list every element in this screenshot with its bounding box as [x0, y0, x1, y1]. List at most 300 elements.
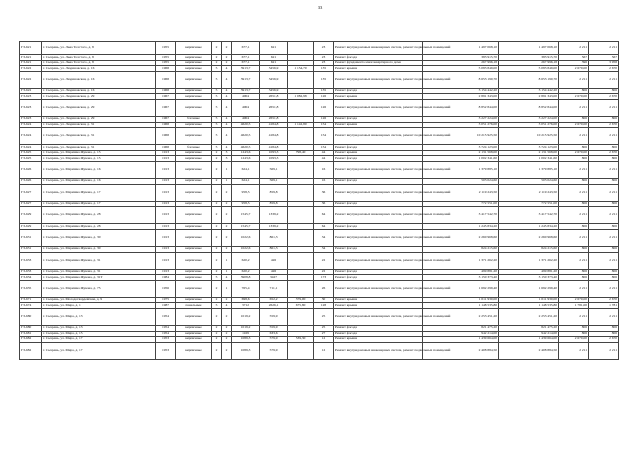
cell-year-built: 1954: [156, 308, 176, 325]
cell-cost-total: 1 439 664,00: [499, 337, 559, 343]
cell-max-unit-cost: 2 211: [589, 252, 619, 269]
cell-max-unit-cost: 806: [589, 117, 619, 123]
cell-wall-material: кирпичные: [176, 280, 212, 297]
cell-residents-count: 26: [314, 280, 334, 297]
cell-year-built: 1967: [156, 99, 176, 116]
cell-floors: 2: [212, 42, 222, 55]
cell-year-built: 1913: [156, 252, 176, 269]
cell-row-id: ГЗ-681: [20, 331, 42, 337]
cell-row-id: ГЗ-671: [20, 297, 42, 303]
cell-max-unit-cost: 567: [589, 55, 619, 61]
cell-floors: 2: [212, 308, 222, 325]
cell-year-built: 1955: [156, 60, 176, 66]
cell-living-area: 2651,8: [260, 94, 288, 100]
cell-work-type: Ремонт крыши: [334, 297, 423, 303]
cell-address: г. Сызрань, ул. Людиновская, д. 31: [42, 128, 156, 145]
cell-residents-count: 126: [314, 94, 334, 100]
cell-unit-cost: 806: [559, 201, 589, 207]
cell-living-area: 4184,8: [260, 128, 288, 145]
table-row: [20, 342, 619, 359]
cell-work-cost: 3 724 123,00: [423, 145, 499, 151]
cell-total-area: 3712: [232, 303, 260, 309]
cell-year-built: 1956: [156, 280, 176, 297]
cell-wall-material: кирпичные: [176, 269, 212, 275]
cell-cost-total: 2 408 884,50: [499, 342, 559, 359]
cell-entrances: 1: [222, 179, 232, 185]
cell-row-id: ГЗ-634: [20, 275, 42, 281]
cell-roof-area: 1 154,70: [288, 66, 314, 72]
cell-unit-cost: 2 211: [559, 252, 589, 269]
cell-living-area: 711,1: [260, 280, 288, 297]
cell-wall-material: кирпичные: [176, 66, 212, 72]
cell-address: г. Сызрань, ул. Людиновская, д. 29: [42, 99, 156, 116]
cell-address: г. Сызрань, ул. Людиновская, д. 31: [42, 145, 156, 151]
cell-wall-material: кирпичные: [176, 128, 212, 145]
cell-total-area: 1022,6: [232, 247, 260, 253]
cell-max-unit-cost: 806: [589, 275, 619, 281]
cell-total-area: 1019,2: [232, 308, 260, 325]
cell-year-built: 1913: [156, 156, 176, 162]
cell-work-cost: 3 150 373,40: [423, 275, 499, 281]
cell-wall-material: кирпичные: [176, 326, 212, 332]
cell-unit-cost: 806: [559, 145, 589, 151]
cell-residents-count: 44: [314, 150, 334, 156]
cell-unit-cost: 396: [559, 60, 589, 66]
cell-wall-material: кирпичные: [176, 122, 212, 128]
cell-wall-material: кирпичные: [176, 337, 212, 343]
cell-work-type: Ремонт внутридомовых инженерных систем, ремонт подвальных помещений: [334, 342, 423, 359]
cell-roof-area: [288, 308, 314, 325]
cell-total-area: 1089,3: [232, 342, 260, 359]
cell-cost-total: 3 051 276,00: [499, 122, 559, 128]
cell-year-built: 1913: [156, 161, 176, 178]
cell-floors: 2: [212, 297, 222, 303]
cell-wall-material: кирпичные: [176, 179, 212, 185]
cell-work-type: Ремонт крыши: [334, 337, 423, 343]
cell-work-cost: 2 891 343,00: [423, 94, 499, 100]
cell-row-id: ГЗ-622: [20, 71, 42, 88]
cell-entrances: 2: [222, 247, 232, 253]
table-row: [20, 229, 619, 246]
cell-total-area: 1545,7: [232, 207, 260, 224]
cell-residents-count: 30: [314, 297, 334, 303]
cell-entrances: 2: [222, 331, 232, 337]
cell-roof-area: [288, 229, 314, 246]
table-row: [20, 99, 619, 116]
cell-wall-material: блочные: [176, 117, 212, 123]
cell-residents-count: 12: [314, 342, 334, 359]
cell-living-area: 4184,8: [260, 122, 288, 128]
cell-total-area: 4620,5: [232, 145, 260, 151]
cell-work-type: Ремонт фасада: [334, 269, 423, 275]
cell-residents-count: 44: [314, 156, 334, 162]
cell-living-area: 4184,8: [260, 145, 288, 151]
cell-work-cost: 2 408 884,50: [423, 342, 499, 359]
cell-max-unit-cost: 2 670: [589, 94, 619, 100]
cell-work-type: Ремонт внутридомовых инженерных систем, ремонт подвальных помещений: [334, 71, 423, 88]
cell-floors: 2: [212, 331, 222, 337]
cell-work-type: Ремонт фасада: [334, 275, 423, 281]
cell-address: г. Сызрань, ул. Маришка Жукова, д. 15: [42, 156, 156, 162]
cell-work-cost: 1 497 068,10: [423, 42, 499, 55]
cell-total-area: 3913,7: [232, 66, 260, 72]
cell-max-unit-cost: 806: [589, 247, 619, 253]
cell-address: г. Сызрань, ул. Маришка Жукова, д. 31: [42, 252, 156, 269]
cell-cost-total: 2 260 968,60: [499, 229, 559, 246]
cell-work-type: Ремонт фасада: [334, 331, 423, 337]
cell-living-area: 2626,1: [260, 303, 288, 309]
cell-residents-count: 135: [314, 71, 334, 88]
cell-total-area: 1089,3: [232, 337, 260, 343]
cell-roof-area: [288, 161, 314, 178]
cell-wall-material: кирпичные: [176, 42, 212, 55]
cell-year-built: 1913: [156, 184, 176, 201]
cell-row-id: ГЗ-680: [20, 326, 42, 332]
cell-wall-material: кирпичные: [176, 99, 212, 116]
cell-residents-count: 154: [314, 128, 334, 145]
cell-row-id: ГЗ-627: [20, 184, 42, 201]
cell-address: г. Сызрань, ул. Льва Толстого, д. 8: [42, 42, 156, 55]
cell-max-unit-cost: 806: [589, 201, 619, 207]
cell-year-built: 1913: [156, 150, 176, 156]
cell-cost-total: 1 148 535,80: [499, 303, 559, 309]
cell-residents-count: 12: [314, 337, 334, 343]
cell-total-area: 620,2: [232, 269, 260, 275]
cell-wall-material: кирпичные: [176, 252, 212, 269]
cell-max-unit-cost: 806: [589, 326, 619, 332]
cell-floors: 2: [212, 60, 222, 66]
table-row: [20, 42, 619, 55]
cell-work-cost: 499 881,20: [423, 269, 499, 275]
cell-roof-area: 675,80: [288, 303, 314, 309]
cell-unit-cost: 2 670,00: [559, 337, 589, 343]
cell-year-built: 1913: [156, 224, 176, 230]
cell-address: г. Сызрань, ул. Мира, д. 17: [42, 337, 156, 343]
cell-total-area: 3913,7: [232, 88, 260, 94]
cell-year-built: 1967: [156, 117, 176, 123]
cell-cost-total: 267 996,18: [499, 60, 559, 66]
cell-unit-cost: 806: [559, 269, 589, 275]
cell-work-type: Ремонт фундамента многоквартирного дома: [334, 60, 423, 66]
cell-entrances: 2: [222, 60, 232, 66]
cell-unit-cost: 2 211: [559, 161, 589, 178]
cell-unit-cost: 567: [559, 55, 589, 61]
cell-row-id: ГЗ-682: [20, 342, 42, 359]
cell-residents-count: 23: [314, 55, 334, 61]
cell-floors: 5: [212, 88, 222, 94]
cell-entrances: 4: [222, 303, 232, 309]
cell-floors: 5: [212, 71, 222, 88]
cell-unit-cost: 806: [559, 247, 589, 253]
cell-max-unit-cost: 806: [589, 156, 619, 162]
cell-floors: 2: [212, 207, 222, 224]
cell-roof-area: 539,30: [288, 337, 314, 343]
cell-wall-material: кирпичные: [176, 342, 212, 359]
cell-unit-cost: 2 211: [559, 71, 589, 88]
cell-work-cost: 772 551,00: [423, 201, 499, 207]
cell-living-area: 859,8: [260, 184, 288, 201]
cell-row-id: ГЗ-622: [20, 88, 42, 94]
cell-living-area: 3456,9: [260, 71, 288, 88]
cell-work-cost: 8 653 190,70: [423, 71, 499, 88]
cell-entrances: 2: [222, 308, 232, 325]
cell-max-unit-cost: 806: [589, 179, 619, 185]
cell-wall-material: кирпичные: [176, 224, 212, 230]
cell-floors: 2: [212, 280, 222, 297]
cell-work-type: Ремонт внутридомовых инженерных систем, ремонт подвальных помещений: [334, 99, 423, 116]
cell-entrances: 2: [222, 337, 232, 343]
cell-floors: 2: [212, 150, 222, 156]
cell-address: г. Сызрань, ул. Людиновская, д. 31: [42, 122, 156, 128]
cell-residents-count: 154: [314, 145, 334, 151]
cell-work-cost: 1 379 885,10: [423, 161, 499, 178]
cell-total-area: 677,1: [232, 42, 260, 55]
cell-cost-total: 2 131 568,00: [499, 150, 559, 156]
cell-cost-total: 1 002 341,60: [499, 156, 559, 162]
cell-wall-material: кирпичные: [176, 308, 212, 325]
cell-entrances: 1: [222, 269, 232, 275]
cell-residents-count: 34: [314, 247, 334, 253]
cell-work-type: Ремонт крыши: [334, 66, 423, 72]
cell-cost-total: 1 379 885,10: [499, 161, 559, 178]
cell-living-area: 2651,8: [260, 117, 288, 123]
cell-residents-count: 135: [314, 66, 334, 72]
cell-work-type: Ремонт внутридомовых инженерных систем, ремонт подвальных помещений: [334, 128, 423, 145]
cell-work-cost: 8 852 844,00: [423, 99, 499, 116]
cell-max-unit-cost: 2 211: [589, 71, 619, 88]
cell-residents-count: 16: [314, 161, 334, 178]
cell-residents-count: 173: [314, 275, 334, 281]
cell-residents-count: 36: [314, 184, 334, 201]
cell-residents-count: 154: [314, 122, 334, 128]
cell-work-cost: 1 011 930,00: [423, 297, 499, 303]
cell-max-unit-cost: 2 211: [589, 342, 619, 359]
cell-living-area: 426: [260, 252, 288, 269]
cell-wall-material: кирпичные: [176, 229, 212, 246]
cell-total-area: 958,5: [232, 184, 260, 201]
cell-roof-area: [288, 71, 314, 88]
cell-wall-material: кирпичные: [176, 156, 212, 162]
cell-floors: 5: [212, 128, 222, 145]
cell-entrances: 4: [222, 275, 232, 281]
cell-total-area: 1545,7: [232, 224, 260, 230]
cell-year-built: 1954: [156, 326, 176, 332]
cell-total-area: 4004: [232, 94, 260, 100]
cell-entrances: 4: [222, 128, 232, 145]
cell-work-cost: 1 002 341,60: [423, 156, 499, 162]
cell-cost-total: 2 119 243,50: [499, 184, 559, 201]
cell-unit-cost: 2 211: [559, 184, 589, 201]
cell-work-cost: 503 024,60: [423, 179, 499, 185]
cell-floors: 5: [212, 66, 222, 72]
cell-cost-total: 3 227 224,00: [499, 117, 559, 123]
cell-work-type: Ремонт внутридомовых инженерных систем, ремонт подвальных помещений: [334, 42, 423, 55]
cell-max-unit-cost: 1 781: [589, 303, 619, 309]
cell-entrances: 4: [222, 66, 232, 72]
cell-living-area: 1339,2: [260, 224, 288, 230]
cell-max-unit-cost: 2 670: [589, 337, 619, 343]
cell-unit-cost: 806: [559, 156, 589, 162]
cell-residents-count: 22: [314, 252, 334, 269]
cell-row-id: ГЗ-624: [20, 145, 42, 151]
cell-floors: 5: [212, 275, 222, 281]
table-row: [20, 207, 619, 224]
cell-cost-total: 1 371 262,20: [499, 252, 559, 269]
cell-residents-count: 64: [314, 224, 334, 230]
cell-cost-total: 2 891 343,00: [499, 94, 559, 100]
cell-entrances: 2: [222, 224, 232, 230]
cell-total-area: 1243,6: [232, 156, 260, 162]
cell-unit-cost: 1 781,00: [559, 303, 589, 309]
cell-work-type: Ремонт внутридомовых инженерных систем, ремонт подвальных помещений: [334, 184, 423, 201]
cell-work-cost: 1 245 834,20: [423, 224, 499, 230]
cell-year-built: 1975: [156, 297, 176, 303]
cell-living-area: 621: [260, 42, 288, 55]
cell-work-cost: 267 996,18: [423, 60, 499, 66]
cell-work-type: Ремонт фасада: [334, 145, 423, 151]
cell-row-id: ГЗ-633: [20, 252, 42, 269]
cell-cost-total: 3 150 373,40: [499, 275, 559, 281]
cell-floors: 2: [212, 252, 222, 269]
cell-living-area: 652,2: [260, 297, 288, 303]
cell-cost-total: 10 215 925,50: [499, 128, 559, 145]
cell-address: г. Сызрань, ул. Маришка Жукова, д. 28: [42, 224, 156, 230]
cell-living-area: 621: [260, 55, 288, 61]
cell-floors: 5: [212, 117, 222, 123]
cell-residents-count: 126: [314, 117, 334, 123]
cell-max-unit-cost: 2 670: [589, 122, 619, 128]
cell-work-cost: 1 692 299,40: [423, 280, 499, 297]
cell-address: г. Сызрань, ул. Людиновская, д. 29: [42, 94, 156, 100]
cell-work-type: Ремонт фасада: [334, 247, 423, 253]
cell-row-id: ГЗ-625: [20, 150, 42, 156]
cell-living-area: 2651,8: [260, 99, 288, 116]
cell-wall-material: кирпичные: [176, 247, 212, 253]
cell-total-area: 958,5: [232, 201, 260, 207]
cell-address: г. Сызрань, ул. Мира, д. 1: [42, 303, 156, 309]
cell-residents-count: 64: [314, 207, 334, 224]
cell-entrances: 2: [222, 184, 232, 201]
cell-address: г. Сызрань, ул. Маришка Жукова, д. 17: [42, 184, 156, 201]
cell-entrances: 2: [222, 297, 232, 303]
cell-cost-total: 8 653 190,70: [499, 71, 559, 88]
cell-work-type: Ремонт внутридомовых инженерных систем, ремонт подвальных помещений: [334, 308, 423, 325]
cell-cost-total: 3 154 442,20: [499, 88, 559, 94]
cell-unit-cost: 806: [559, 117, 589, 123]
cell-unit-cost: 806: [559, 88, 589, 94]
cell-roof-area: [288, 280, 314, 297]
cell-entrances: 4: [222, 117, 232, 123]
cell-year-built: 1955: [156, 55, 176, 61]
cell-max-unit-cost: 3 958: [589, 60, 619, 66]
cell-floors: 2: [212, 326, 222, 332]
cell-work-cost: 2 253 451,20: [423, 308, 499, 325]
cell-cost-total: 383 915,70: [499, 55, 559, 61]
cell-row-id: ГЗ-674: [20, 303, 42, 309]
cell-work-type: Ремонт внутридомовых инженерных систем, ремонт подвальных помещений: [334, 252, 423, 269]
cell-total-area: 4004: [232, 117, 260, 123]
cell-year-built: 1984: [156, 275, 176, 281]
cell-work-cost: 1 148 535,80: [423, 303, 499, 309]
cell-row-id: ГЗ-626: [20, 179, 42, 185]
cell-entrances: 1: [222, 161, 232, 178]
cell-year-built: 1913: [156, 207, 176, 224]
cell-row-id: ГЗ-623: [20, 94, 42, 100]
cell-row-id: ГЗ-682: [20, 337, 42, 343]
cell-address: г. Сызрань, ул. Маришка Жукова, д. 17: [42, 201, 156, 207]
cell-unit-cost: 2 211: [559, 342, 589, 359]
cell-floors: 2: [212, 55, 222, 61]
cell-cost-total: 1 692 299,40: [499, 280, 559, 297]
cell-max-unit-cost: 806: [589, 331, 619, 337]
cell-wall-material: кирпичные: [176, 71, 212, 88]
cell-address: г. Сызрань, ул. Молодогвардейская, д. 9: [42, 297, 156, 303]
cell-work-type: Ремонт внутридомовых инженерных систем, ремонт подвальных помещений: [334, 280, 423, 297]
cell-residents-count: 36: [314, 201, 334, 207]
cell-address: г. Сызрань, ул. Маришка Жукова, д. 31Т: [42, 275, 156, 281]
cell-entrances: 4: [222, 122, 232, 128]
cell-entrances: 1: [222, 280, 232, 297]
cell-entrances: 2: [222, 55, 232, 61]
cell-residents-count: 126: [314, 99, 334, 116]
cell-residents-count: 135: [314, 88, 334, 94]
cell-wall-material: кирпичные: [176, 275, 212, 281]
cell-year-built: 1968: [156, 145, 176, 151]
cell-address: г. Сызрань, ул. Маришка Жукова, д. 30: [42, 229, 156, 246]
cell-total-area: 1022,6: [232, 229, 260, 246]
cell-address: г. Сызрань, ул. Людиновская, д. 16: [42, 71, 156, 88]
cell-work-cost: 824 215,60: [423, 247, 499, 253]
cell-residents-count: 25: [314, 308, 334, 325]
cell-unit-cost: 2 211: [559, 99, 589, 116]
cell-year-built: 1968: [156, 122, 176, 128]
cell-unit-cost: 2 670,00: [559, 150, 589, 156]
cell-address: г. Сызрань, ул. Маришка Жукова, д. 28: [42, 207, 156, 224]
cell-total-area: 1169: [232, 331, 260, 337]
cell-cost-total: 824 215,60: [499, 247, 559, 253]
cell-roof-area: 798,40: [288, 150, 314, 156]
cell-work-cost: 3 154 442,20: [423, 88, 499, 94]
cell-address: г. Сызрань, ул. Льва Толстого, д. 8: [42, 60, 156, 66]
cell-residents-count: 22: [314, 269, 334, 275]
cell-wall-material: кирпичные: [176, 297, 212, 303]
cell-entrances: 2: [222, 42, 232, 55]
cell-work-type: Ремонт крыши: [334, 122, 423, 128]
cell-unit-cost: 2 211: [559, 308, 589, 325]
cell-year-built: 1954: [156, 331, 176, 337]
cell-year-built: 1968: [156, 71, 176, 88]
cell-cost-total: 2 253 451,20: [499, 308, 559, 325]
cell-max-unit-cost: 806: [589, 88, 619, 94]
page-number: 33: [317, 5, 323, 10]
cell-residents-count: 23: [314, 60, 334, 66]
cell-living-area: 579,9: [260, 337, 288, 343]
cell-roof-area: 379,00: [288, 297, 314, 303]
cell-row-id: ГЗ-624: [20, 128, 42, 145]
cell-max-unit-cost: 806: [589, 224, 619, 230]
cell-total-area: 1019,2: [232, 326, 260, 332]
cell-address: г. Сызрань, ул. Людиновская, д. 29: [42, 117, 156, 123]
cell-work-cost: 1 371 262,20: [423, 252, 499, 269]
cell-work-cost: 3 417 542,70: [423, 207, 499, 224]
cell-year-built: 1913: [156, 247, 176, 253]
cell-wall-material: кирпичные: [176, 150, 212, 156]
table-row: [20, 184, 619, 201]
cell-year-built: 1955: [156, 42, 176, 55]
cell-wall-material: блочные: [176, 145, 212, 151]
cell-row-id: ГЗ-626: [20, 161, 42, 178]
cell-floors: 2: [212, 184, 222, 201]
